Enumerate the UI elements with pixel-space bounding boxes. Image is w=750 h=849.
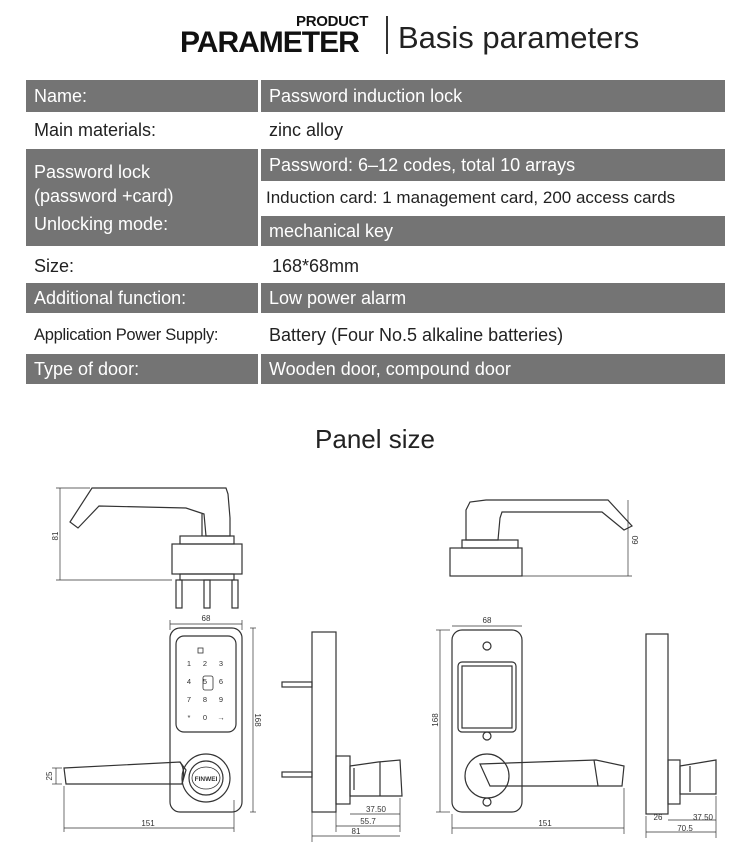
dim-side2-a: 26 (653, 813, 663, 822)
header-parameter: PARAMETER (180, 26, 359, 59)
key-0: 0 (202, 713, 208, 722)
row-materials-value: zinc alloy (261, 114, 725, 146)
dim-back-height: 168 (431, 713, 440, 727)
key-6: 6 (218, 677, 224, 686)
side-view-right (646, 634, 716, 838)
dim-handle-length: 151 (141, 819, 155, 828)
dim-top-right-height: 60 (631, 535, 640, 545)
row-power-value: Battery (Four No.5 alkaline batteries) (261, 319, 725, 351)
top-view-left (56, 488, 242, 608)
dim-top-left-height: 81 (51, 531, 60, 541)
key-3: 3 (218, 659, 224, 668)
dim-side-b: 55.7 (360, 817, 376, 826)
dim-side2-c: 70.5 (677, 824, 693, 833)
dim-back-width: 68 (482, 616, 492, 625)
dim-side2-b: 37.50 (692, 813, 714, 822)
top-view-right (450, 500, 632, 576)
row-unlock-label (26, 149, 258, 246)
header-divider (386, 16, 388, 54)
keypad (187, 659, 225, 722)
row-door-label: Type of door: (26, 354, 258, 384)
panel-size-title: Panel size (315, 424, 435, 454)
row-size-label: Size: (26, 250, 258, 282)
row-name-value: Password induction lock (261, 80, 725, 112)
row-unlock-value-3: mechanical key (261, 216, 725, 246)
panel-drawings (0, 470, 750, 849)
row-unlock-value-2: Induction card: 1 management card, 200 access cards (261, 182, 725, 214)
row-power-label: Application Power Supply: (26, 319, 258, 351)
key-1: 1 (186, 659, 192, 668)
key-9: 9 (218, 695, 224, 704)
key-4: 4 (186, 677, 192, 686)
front-view (52, 620, 256, 832)
row-unlock-value-1: Password: 6–12 codes, total 10 arrays (261, 149, 725, 181)
key-enter: → (217, 713, 225, 722)
dim-side-a: 37.50 (365, 805, 387, 814)
row-name-label: Name: (26, 80, 258, 112)
brand-logo: FINWEI (194, 776, 218, 783)
dim-back-handle-length: 151 (538, 819, 552, 828)
key-5: 5 (202, 677, 208, 686)
key-2: 2 (202, 659, 208, 668)
header-title: Basis parameters (398, 20, 640, 55)
dim-side-c: 81 (351, 827, 361, 836)
unlock-label-line-2: (password +card) (34, 185, 174, 206)
dim-front-width: 68 (201, 614, 211, 623)
row-materials-label: Main materials: (26, 114, 258, 146)
dim-front-height: 168 (253, 713, 262, 727)
key-8: 8 (202, 695, 208, 704)
row-door-value: Wooden door, compound door (261, 354, 725, 384)
dim-handle-height: 25 (45, 771, 54, 781)
back-view (436, 626, 624, 834)
header-product: PRODUCT (296, 13, 369, 30)
unlock-label-line-1: Password lock (34, 161, 151, 182)
row-function-label: Additional function: (26, 283, 258, 313)
unlock-label-line-3: Unlocking mode: (34, 213, 169, 234)
key-7: 7 (186, 695, 192, 704)
row-function-value: Low power alarm (261, 283, 725, 313)
key-star: * (187, 713, 191, 722)
row-size-value: 168*68mm (261, 250, 725, 282)
